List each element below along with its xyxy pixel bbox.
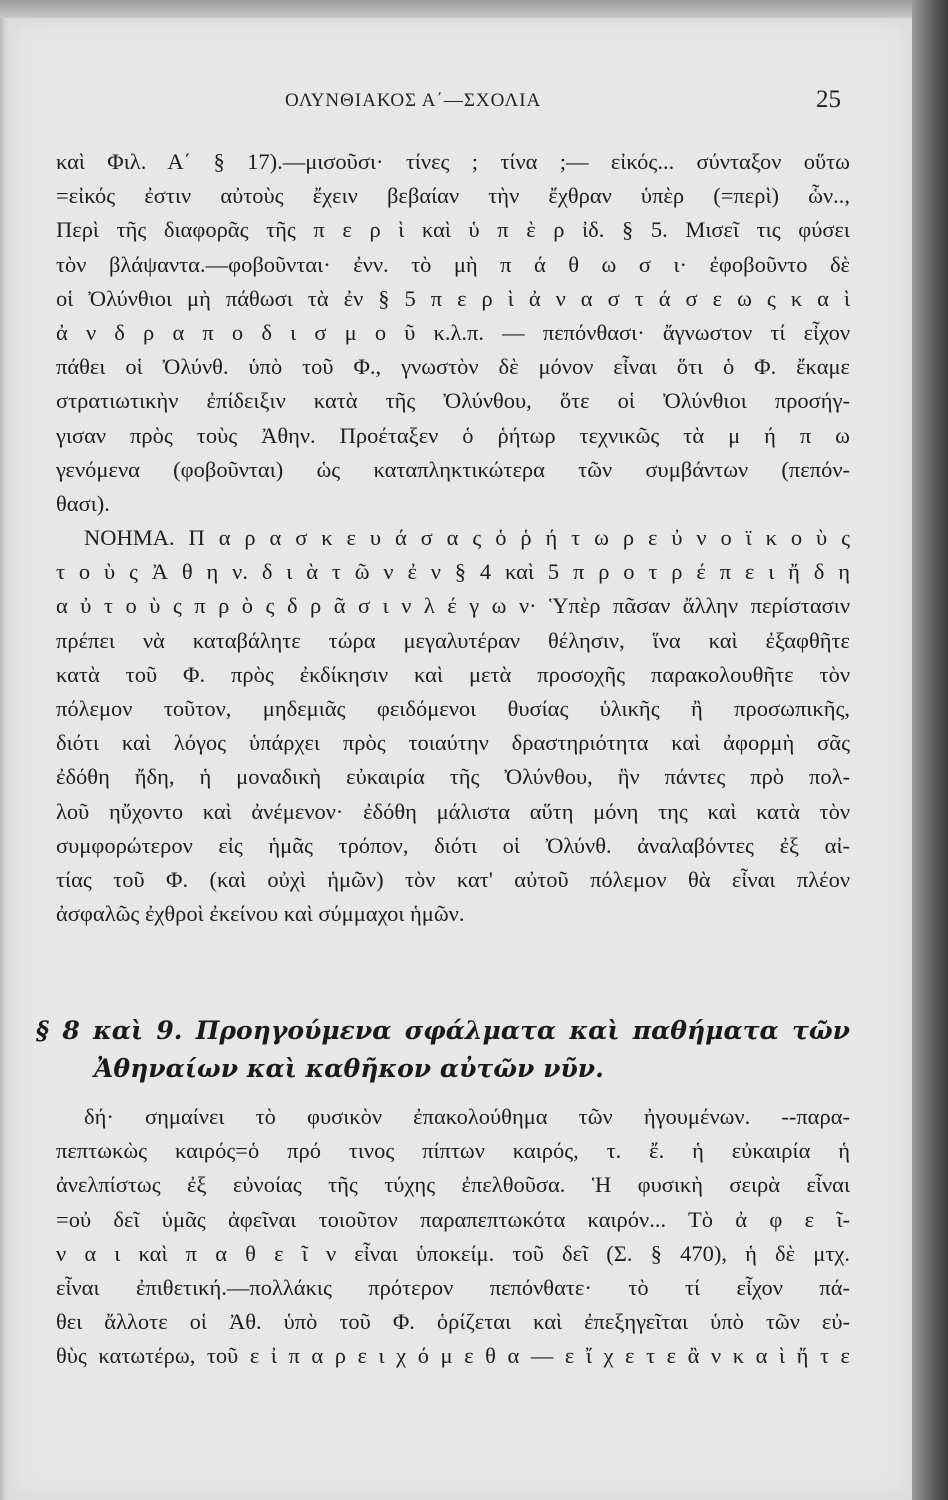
text-line: τὸν βλάψαντα.—φοβοῦνται· ἐνν. τὸ μὴ π ά θ ω σ ι· ἐφοβοῦντο δὲ xyxy=(56,251,850,277)
text-line: ἐδόθη ἤδη, ἡ μοναδικὴ εὐκαιρία τῆς Ὀλύνθου, ἣν πάντες πρὸ πολ- xyxy=(56,764,850,790)
page-header xyxy=(0,84,948,124)
text-line: εἶναι ἐπιθετική.—πολλάκις πρότερον πεπόνθατε· τὸ τί εἶχον πά- xyxy=(56,1274,850,1300)
text-line: λοῦ ηὔχοντο καὶ ἀνέμενον· ἐδόθη μάλιστα αὕτη μόνη της καὶ κατὰ τὸν xyxy=(56,798,850,824)
text-line: καὶ Φιλ. Α΄ § 17).—μισοῦσι· τίνες ; τίνα ;— εἰκός... σύνταξον οὕτω xyxy=(56,149,850,174)
text-line: θει ἄλλοτε οἱ Ἀθ. ὑπὸ τοῦ Φ. ὁρίζεται καὶ ἐπεξηγεῖται ὑπὸ τῶν εὐ- xyxy=(56,1309,850,1335)
text-line: ἀ ν δ ρ α π ο δ ι σ μ ο ῦ κ.λ.π. — πεπόνθασι· ἄγνωστον τί εἶχον xyxy=(56,319,850,345)
section-heading xyxy=(36,1012,850,1088)
text-line: γισαν πρὸς τοὺς Ἀθην. Προέταξεν ὁ ῥήτωρ τεχνικῶς τὰ μ ή π ω xyxy=(56,422,850,448)
text-line: α ὐ τ ο ὺ ς π ρ ὸ ς δ ρ ᾶ σ ι ν λ έ γ ω ν· Ὑπὲρ πᾶσαν ἄλλην περίστασιν xyxy=(56,593,850,619)
text-line: πόλεμον τοῦτον, μηδεμιᾶς φειδόμενοι θυσίας ὑλικῆς ἢ προσωπικῆς, xyxy=(56,696,850,721)
text-line: πεπτωκὼς καιρός=ὁ πρό τινος πίπτων καιρός, τ. ἔ. ἡ εὐκαιρία ἡ xyxy=(56,1138,850,1164)
text-line: γενόμενα (φοβοῦνται) ὡς καταπληκτικώτερα τῶν συμβάντων (πεπόν- xyxy=(56,456,850,482)
text-line: στρατιωτικὴν ἐπίδειξιν κατὰ τῆς Ὀλύνθου, ὅτε οἱ Ὀλύνθιοι προσήγ- xyxy=(56,388,850,414)
running-head: ΟΛΥΝΘΙΑΚΟΣ Α΄—ΣΧΟΛΙΑ xyxy=(285,90,542,111)
text-line: ν α ι καὶ π α θ ε ῖ ν εἶναι ὑποκείμ. τοῦ δεῖ (Σ. § 470), ἡ δὲ μτχ. xyxy=(56,1240,850,1266)
text-line: διότι καὶ λόγος ὑπάρχει πρὸς τοιαύτην δραστηριότητα καὶ ἀφορμὴ σᾶς xyxy=(56,730,850,756)
text-line: τ ο ὺ ς Ἀ θ η ν. δ ι ὰ τ ῶ ν ἐ ν § 4 καὶ 5 π ρ ο τ ρ έ π ε ι ἤ δ η xyxy=(56,559,850,585)
text-line: πρέπει νὰ καταβάλητε τώρα μεγαλυτέραν θέλησιν, ἵνα καὶ ἐξαφθῆτε xyxy=(56,627,850,653)
book-spine-edge xyxy=(912,0,948,1500)
page-number: 25 xyxy=(816,86,841,113)
text-line: πάθει οἱ Ὀλύνθ. ὑπὸ τοῦ Φ., γνωστὸν δὲ μόνον εἶναι ὅτι ὁ Φ. ἔκαμε xyxy=(56,354,850,380)
text-line: ἀσφαλῶς ἐχθροὶ ἐκείνου καὶ σύμμαχοι ἡμῶν. xyxy=(56,901,465,927)
text-line: συμφορώτερον εἰς ἡμᾶς τρόπον, διότι οἱ Ὀλύνθ. ἀναλαβόντες ἐξ αἰ- xyxy=(56,832,850,858)
text-line: κατὰ τοῦ Φ. πρὸς ἐκδίκησιν καὶ μετὰ προσοχῆς παρακολουθῆτε τὸν xyxy=(56,661,850,687)
section-heading-line: Ἀθηναίων καὶ καθῆκον αὐτῶν νῦν. xyxy=(94,1054,604,1083)
text-line: =εἰκός ἐστιν αὐτοὺς ἔχειν βεβαίαν τὴν ἔχθραν ὑπὲρ (=περὶ) ὧν.., xyxy=(56,183,850,209)
noima-line: ΝΟΗΜΑ. Π α ρ α σ κ ε υ ά σ α ς ὁ ῥ ή τ ω ρ ε ὐ ν ο ϊ κ ο ὺ ς xyxy=(84,525,850,551)
text-line: δή· σημαίνει τὸ φυσικὸν ἐπακολούθημα τῶν ἠγουμένων. --παρα- xyxy=(84,1104,850,1129)
text-line: θασι). xyxy=(56,490,110,516)
text-line: Περὶ τῆς διαφορᾶς τῆς π ε ρ ὶ καὶ ὑ π ὲ ρ ἰδ. § 5. Μισεῖ τις φύσει xyxy=(56,217,850,243)
section-commentary xyxy=(56,1100,850,1374)
text-line: ἀνελπίστως ἐξ εὐνοίας τῆς τύχης ἐπελθοῦσα. Ἡ φυσικὴ σειρὰ εἶναι xyxy=(56,1172,850,1198)
commentary-body xyxy=(56,145,850,931)
top-edge xyxy=(0,0,948,18)
text-line: =οὐ δεῖ ὑμᾶς ἀφεῖναι τοιοῦτον παραπεπτωκότα καιρόν... Τὸ ἀ φ ε ῖ- xyxy=(56,1206,850,1232)
text-line: τίας τοῦ Φ. (καὶ οὐχὶ ἡμῶν) τὸν κατ' αὐτοῦ πόλεμον θὰ εἶναι πλέον xyxy=(56,866,850,892)
section-heading-line: § 8 καὶ 9. Προηγούμενα σφάλματα καὶ παθήματα τῶν xyxy=(36,1016,850,1045)
text-line: οἱ Ὀλύνθιοι μὴ πάθωσι τὰ ἐν § 5 π ε ρ ὶ ἀ ν α σ τ ά σ ε ω ς κ α ὶ xyxy=(56,285,850,311)
text-line: θὺς κατωτέρω, τοῦ ε ἰ π α ρ ε ι χ ό μ ε θ α — ε ἴ χ ε τ ε ἂ ν κ α ὶ ἤ τ ε xyxy=(56,1343,850,1369)
